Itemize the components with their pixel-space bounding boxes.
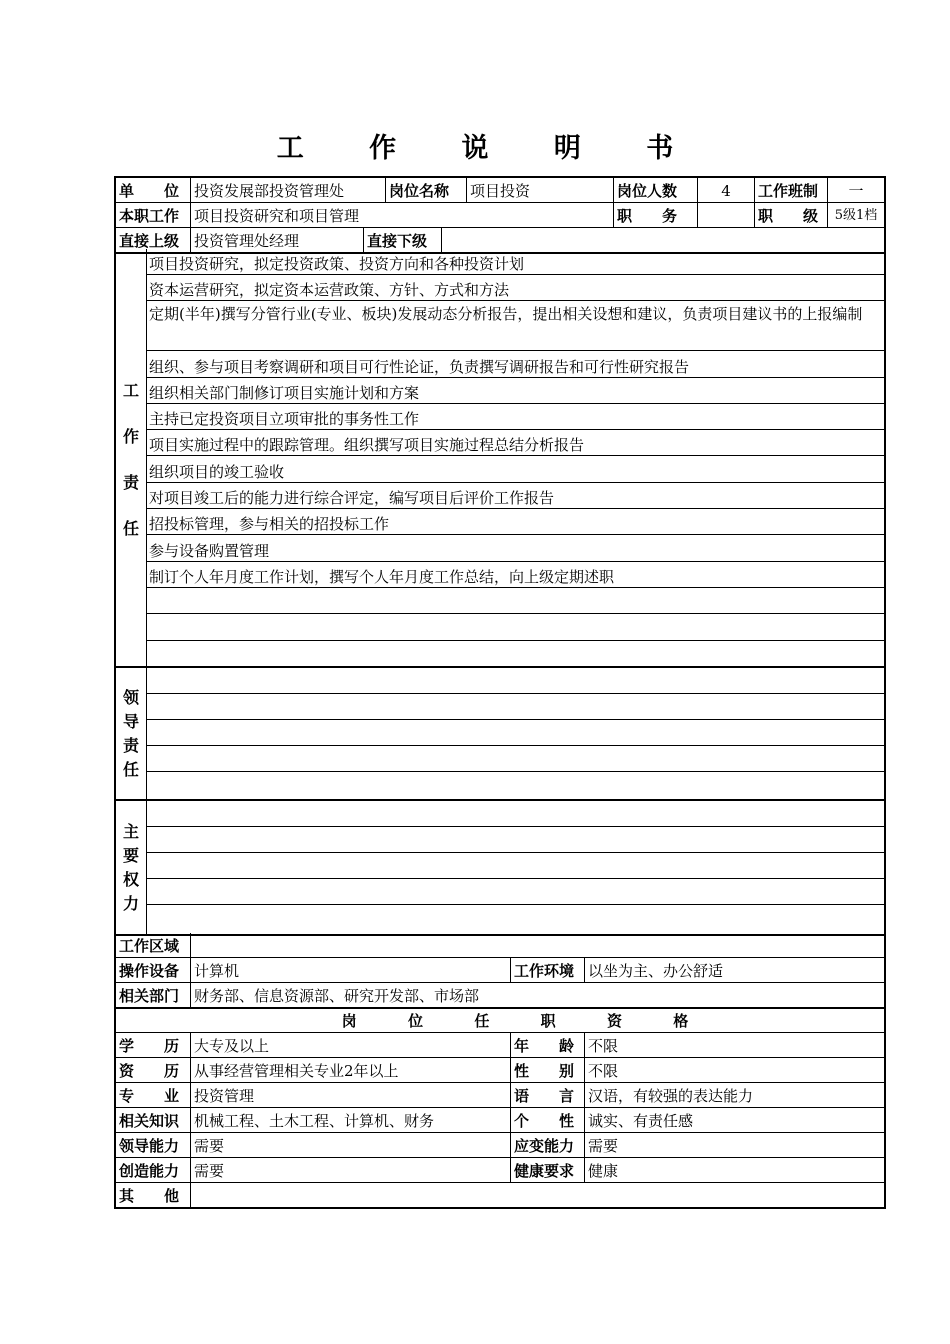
personality-value: 诚实、有责任感	[588, 1112, 694, 1130]
heading-char: 资	[606, 1012, 622, 1030]
label-char: 任	[122, 759, 139, 779]
responsibility-item: 组织相关部门制修订项目实施计划和方案	[147, 378, 884, 404]
main-work-value: 项目投资研究和项目管理	[191, 203, 614, 227]
position-name-value: 项目投资	[467, 178, 614, 202]
work-environment-value: 以坐为主、办公舒适	[588, 962, 724, 980]
experience-label: 资 历	[116, 1058, 191, 1082]
responsibility-item: 组织、参与项目考察调研和项目可行性论证，负责撰写调研报告和可行性研究报告	[147, 351, 884, 378]
education-value: 大专及以上	[191, 1033, 511, 1057]
other-row	[116, 1183, 884, 1207]
header-row-1	[116, 178, 884, 203]
creativity-value: 需要	[191, 1158, 511, 1182]
heading-char: 职	[540, 1012, 556, 1030]
responsibility-item: 招投标管理，参与相关的招投标工作	[147, 509, 884, 535]
environment-table	[114, 933, 886, 1008]
responsibility-item: 参与设备购置管理	[147, 535, 884, 562]
headcount-value: 4	[698, 178, 755, 202]
responsibility-item: 资本运营研究，拟定资本运营政策、方针、方式和方法	[147, 275, 884, 301]
gender-value: 不限	[588, 1062, 619, 1080]
heading-char: 任	[474, 1012, 490, 1030]
language-label: 语 言	[511, 1083, 585, 1107]
leadership-ability-value: 需要	[191, 1133, 511, 1157]
leadership-ability-label: 领导能力	[116, 1133, 191, 1157]
label-char: 工	[122, 381, 139, 400]
knowledge-value: 机械工程、土木工程、计算机、财务	[191, 1108, 511, 1132]
other-label: 其 他	[116, 1183, 191, 1207]
label-char: 作	[122, 427, 139, 446]
shift-value: 一	[848, 182, 864, 200]
authority-lines	[147, 801, 884, 934]
heading-char: 位	[407, 1012, 423, 1030]
qualification-row	[116, 1083, 884, 1108]
grade-label: 职 级	[755, 203, 828, 227]
equipment-value: 计算机	[191, 958, 511, 982]
main-work-label: 本职工作	[116, 203, 191, 227]
leadership-label	[116, 668, 147, 799]
personality-label: 个 性	[511, 1108, 585, 1132]
responsibility-item: 主持已定投资项目立项审批的事务性工作	[147, 404, 884, 430]
label-char: 权	[122, 869, 139, 889]
responsibility-item	[147, 588, 884, 614]
blank-line	[147, 694, 884, 720]
responsibility-item: 项目投资研究，拟定投资政策、投资方向和各种投资计划	[147, 249, 884, 275]
unit-value: 投资发展部投资管理处	[191, 178, 386, 202]
position-name-label: 岗位名称	[386, 178, 467, 202]
related-departments-label: 相关部门	[116, 983, 191, 1007]
language-value: 汉语，有较强的表达能力	[588, 1087, 754, 1105]
label-char: 领	[122, 687, 139, 707]
label-char: 责	[122, 473, 139, 492]
label-char: 主	[122, 821, 139, 841]
qualifications-heading-row	[116, 1009, 884, 1033]
qualifications-table	[114, 1007, 886, 1209]
heading-char: 格	[673, 1012, 689, 1030]
label-char: 力	[122, 893, 139, 913]
responsibility-item: 组织项目的竣工验收	[147, 456, 884, 483]
authority-section	[116, 801, 884, 934]
creativity-label: 创造能力	[116, 1158, 191, 1182]
work-responsibilities-section	[116, 249, 884, 668]
label-char: 任	[122, 519, 139, 538]
subordinate-label: 直接下级	[364, 228, 442, 252]
knowledge-label: 相关知识	[116, 1108, 191, 1132]
duty-value	[698, 203, 755, 227]
qualification-row	[116, 1108, 884, 1133]
gender-label: 性 别	[511, 1058, 585, 1082]
headcount-label: 岗位人数	[614, 178, 698, 202]
responsibility-item	[147, 614, 884, 641]
label-char: 责	[122, 735, 139, 755]
major-label: 专 业	[116, 1083, 191, 1107]
label-char: 要	[122, 845, 139, 865]
education-label: 学 历	[116, 1033, 191, 1057]
departments-row	[116, 983, 884, 1007]
authority-label	[116, 801, 147, 934]
leadership-lines	[147, 668, 884, 799]
blank-line	[147, 746, 884, 772]
work-area-label: 工作区域	[116, 933, 191, 957]
other-value	[191, 1183, 884, 1207]
header-table	[114, 176, 886, 254]
blank-line	[147, 879, 884, 905]
unit-label: 单 位	[116, 178, 191, 202]
adaptability-label: 应变能力	[511, 1133, 585, 1157]
qualification-row	[116, 1033, 884, 1058]
major-value: 投资管理	[191, 1083, 511, 1107]
responsibility-item: 项目实施过程中的跟踪管理。组织撰写项目实施过程总结分析报告	[147, 430, 884, 456]
responsibility-item: 制订个人年月度工作计划，撰写个人年月度工作总结，向上级定期述职	[147, 562, 884, 588]
equipment-label: 操作设备	[116, 958, 191, 982]
qualification-row	[116, 1058, 884, 1083]
blank-line	[147, 801, 884, 827]
related-departments-value: 财务部、信息资源部、研究开发部、市场部	[194, 987, 480, 1005]
health-value: 健康	[588, 1162, 619, 1180]
grade-value: 5级1档	[834, 208, 878, 223]
experience-value: 从事经营管理相关专业2年以上	[191, 1058, 511, 1082]
blank-line	[147, 827, 884, 853]
health-label: 健康要求	[511, 1158, 585, 1182]
responsibility-item: 对项目竣工后的能力进行综合评定，编写项目后评价工作报告	[147, 483, 884, 509]
age-label: 年 龄	[511, 1033, 585, 1057]
age-value: 不限	[588, 1037, 619, 1055]
blank-line	[147, 720, 884, 746]
label-char: 导	[122, 711, 139, 731]
heading-char: 岗	[341, 1012, 357, 1030]
document-title: 工 作 说 明 书	[276, 133, 702, 164]
shift-label: 工作班制	[755, 178, 828, 202]
work-area-value	[191, 933, 884, 957]
equipment-row	[116, 958, 884, 983]
blank-line	[147, 853, 884, 879]
superior-value: 投资管理处经理	[191, 228, 364, 252]
leadership-section	[116, 668, 884, 801]
duty-label: 职 务	[614, 203, 698, 227]
area-row	[116, 933, 884, 958]
blank-line	[147, 668, 884, 694]
responsibility-list	[147, 249, 884, 666]
adaptability-value: 需要	[588, 1137, 619, 1155]
header-row-2	[116, 203, 884, 228]
qualification-row	[116, 1133, 884, 1158]
qualifications-heading	[116, 1009, 884, 1032]
qualification-row	[116, 1158, 884, 1183]
superior-label: 直接上级	[116, 228, 191, 252]
responsibility-item: 定期(半年)撰写分管行业(专业、板块)发展动态分析报告，提出相关设想和建议，负责项目建议书的上报编制	[147, 301, 884, 351]
work-environment-label: 工作环境	[511, 958, 585, 982]
work-responsibilities-label	[116, 249, 147, 666]
duties-table	[114, 249, 886, 936]
